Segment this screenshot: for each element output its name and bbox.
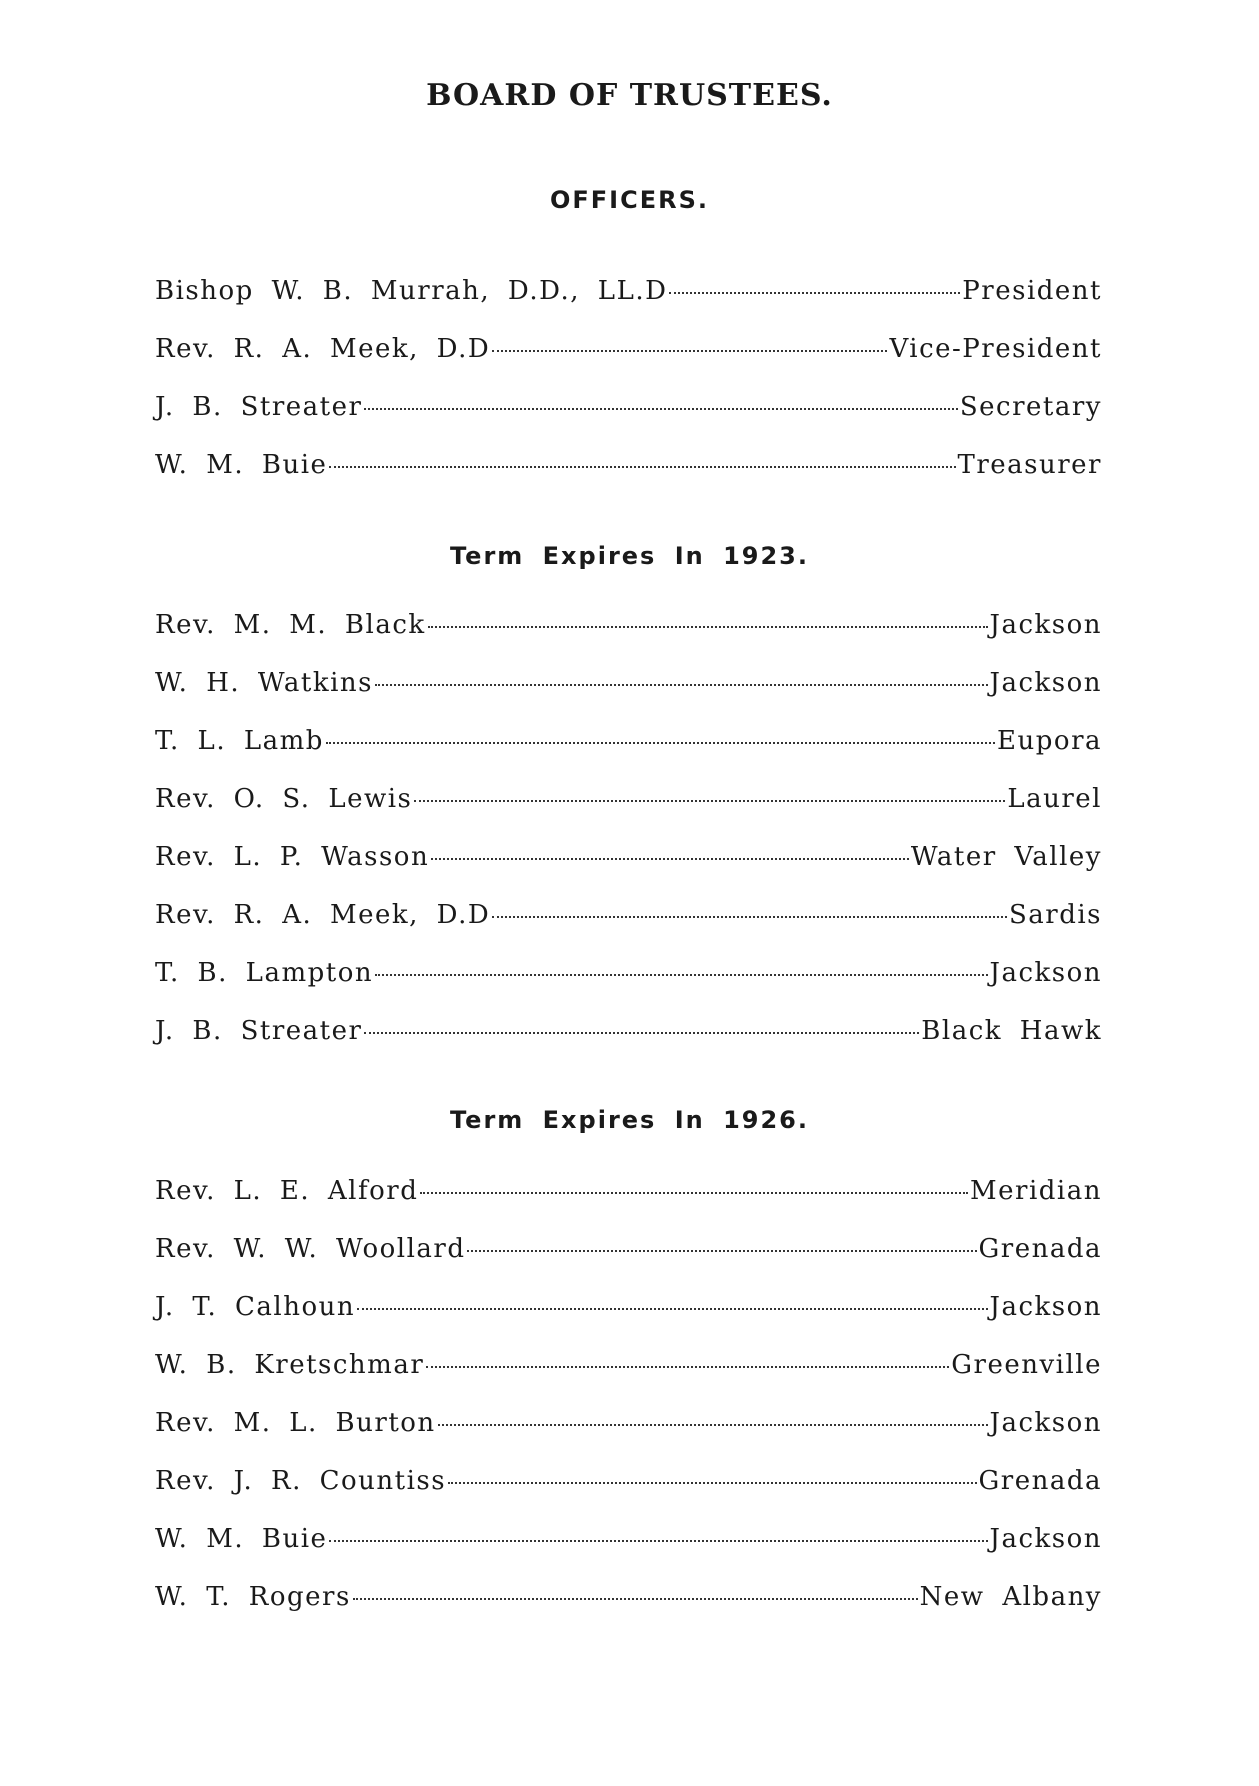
trustee-name: Rev. J. R. Countiss <box>155 1466 447 1496</box>
trustee-row <box>155 1466 1102 1524</box>
page-title: BOARD OF TRUSTEES. <box>426 78 833 113</box>
trustee-row <box>155 1016 1102 1074</box>
trustee-row <box>155 1292 1102 1350</box>
officer-title: Treasurer <box>957 450 1102 480</box>
dot-leader <box>353 1598 918 1600</box>
trustee-name: Rev. M. M. Black <box>155 610 426 640</box>
trustee-row <box>155 1408 1102 1466</box>
trustee-location: Grenada <box>978 1466 1102 1496</box>
trustee-row <box>155 1350 1102 1408</box>
trustee-row <box>155 900 1102 958</box>
trustee-name: Rev. R. A. Meek, D.D <box>155 900 491 930</box>
trustee-row <box>155 958 1102 1016</box>
trustee-row <box>155 610 1102 668</box>
trustee-name: J. B. Streater <box>155 1016 363 1046</box>
trustee-row <box>155 726 1102 784</box>
trustee-name: Rev. W. W. Woollard <box>155 1234 466 1264</box>
trustee-row <box>155 1176 1102 1234</box>
trustee-name: W. T. Rogers <box>155 1582 351 1612</box>
officer-title: President <box>962 276 1102 306</box>
trustee-location: Laurel <box>1007 784 1102 814</box>
trustee-name: T. B. Lampton <box>155 958 374 988</box>
trustee-location: Water Valley <box>910 842 1102 872</box>
trustee-row <box>155 784 1102 842</box>
officer-row <box>155 334 1102 392</box>
trustee-location: Jackson <box>989 610 1102 640</box>
trustee-row <box>155 1524 1102 1582</box>
officers-list <box>155 276 1102 508</box>
trustee-location: Meridian <box>970 1176 1102 1206</box>
dot-leader <box>426 1366 949 1368</box>
trustee-name: Rev. L. E. Alford <box>155 1176 419 1206</box>
trustee-name: Rev. O. S. Lewis <box>155 784 413 814</box>
dot-leader <box>364 408 957 410</box>
trustee-location: New Albany <box>919 1582 1102 1612</box>
trustee-location: Greenville <box>951 1350 1102 1380</box>
term-1923-list <box>155 610 1102 1074</box>
trustee-name: Rev. M. L. Burton <box>155 1408 436 1438</box>
trustee-location: Jackson <box>989 958 1102 988</box>
trustee-location: Jackson <box>989 668 1102 698</box>
officer-row <box>155 450 1102 508</box>
dot-leader <box>329 466 955 468</box>
dot-leader <box>329 1540 987 1542</box>
dot-leader <box>428 626 988 628</box>
trustee-row <box>155 1234 1102 1292</box>
trustee-name: J. T. Calhoun <box>155 1292 356 1322</box>
officer-row <box>155 276 1102 334</box>
trustee-row <box>155 842 1102 900</box>
dot-leader <box>467 1250 976 1252</box>
dot-leader <box>414 800 1005 802</box>
officers-heading: OFFICERS. <box>549 186 709 214</box>
dot-leader <box>357 1308 987 1310</box>
trustee-name: T. L. Lamb <box>155 726 324 756</box>
officer-row <box>155 392 1102 450</box>
term-1923-heading: Term Expires In 1923. <box>450 542 809 570</box>
trustee-location: Eupora <box>997 726 1102 756</box>
officer-name: W. M. Buie <box>155 450 328 480</box>
trustee-location: Jackson <box>989 1292 1102 1322</box>
trustee-name: W. B. Kretschmar <box>155 1350 425 1380</box>
trustee-location: Jackson <box>989 1408 1102 1438</box>
trustee-location: Jackson <box>989 1524 1102 1554</box>
dot-leader <box>448 1482 976 1484</box>
dot-leader <box>492 916 1007 918</box>
term-1926-list <box>155 1176 1102 1640</box>
trustee-name: W. H. Watkins <box>155 668 373 698</box>
trustee-row <box>155 668 1102 726</box>
officer-title: Secretary <box>959 392 1102 422</box>
dot-leader <box>438 1424 988 1426</box>
term-1926-heading: Term Expires In 1926. <box>450 1106 809 1134</box>
officer-name: Bishop W. B. Murrah, D.D., LL.D <box>155 276 668 306</box>
trustee-location: Sardis <box>1008 900 1102 930</box>
trustee-row <box>155 1582 1102 1640</box>
trustee-location: Black Hawk <box>921 1016 1102 1046</box>
officer-name: Rev. R. A. Meek, D.D <box>155 334 491 364</box>
officer-title: Vice-President <box>889 334 1102 364</box>
officer-name: J. B. Streater <box>155 392 363 422</box>
dot-leader <box>375 684 988 686</box>
dot-leader <box>364 1032 919 1034</box>
trustee-name: W. M. Buie <box>155 1524 328 1554</box>
dot-leader <box>492 350 887 352</box>
trustee-name: Rev. L. P. Wasson <box>155 842 430 872</box>
dot-leader <box>669 292 960 294</box>
trustee-location: Grenada <box>978 1234 1102 1264</box>
dot-leader <box>326 742 995 744</box>
dot-leader <box>375 974 987 976</box>
dot-leader <box>420 1192 968 1194</box>
dot-leader <box>431 858 909 860</box>
